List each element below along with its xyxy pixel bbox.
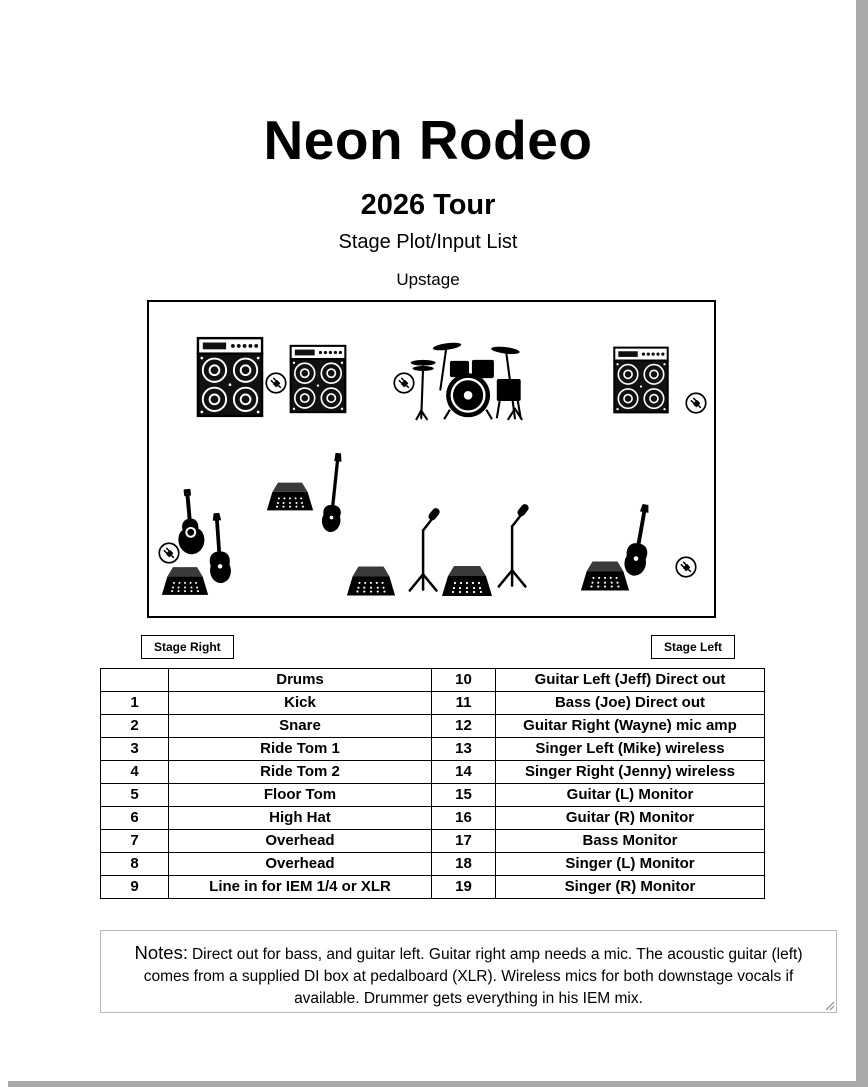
- table-row: [101, 738, 765, 761]
- amp-stack-icon: [289, 342, 347, 416]
- stage-right-label: Stage Right: [141, 635, 234, 659]
- channel-number: 18: [432, 853, 496, 876]
- channel-label: Kick: [169, 692, 432, 715]
- page-edge-right: [856, 0, 868, 1087]
- channel-number: 10: [432, 669, 496, 692]
- table-row: [101, 761, 765, 784]
- channel-number: 9: [101, 876, 169, 899]
- channel-number: 15: [432, 784, 496, 807]
- page-title: Neon Rodeo: [263, 109, 593, 171]
- channel-label: Line in for IEM 1/4 or XLR: [169, 876, 432, 899]
- channel-label: Drums: [169, 669, 432, 692]
- stage-diagram: [147, 300, 716, 618]
- channel-number: 6: [101, 807, 169, 830]
- resize-handle-icon[interactable]: [823, 999, 835, 1011]
- doc-type-heading: Stage Plot/Input List: [338, 231, 518, 253]
- monitor-wedge-icon: [160, 564, 210, 598]
- upstage-label: Upstage: [396, 270, 460, 289]
- mic-stand-icon: [493, 499, 535, 592]
- table-row: [101, 830, 765, 853]
- channel-number: 16: [432, 807, 496, 830]
- channel-number: 17: [432, 830, 496, 853]
- channel-number: 5: [101, 784, 169, 807]
- channel-label: Guitar (L) Monitor: [496, 784, 765, 807]
- amp-stack-icon: [612, 346, 670, 414]
- plug-icon: [685, 392, 707, 414]
- plug-icon: [158, 542, 180, 564]
- channel-number: 8: [101, 853, 169, 876]
- table-row: [101, 876, 765, 899]
- channel-number: 12: [432, 715, 496, 738]
- channel-label: Overhead: [169, 830, 432, 853]
- channel-number: 3: [101, 738, 169, 761]
- channel-label: Singer Left (Mike) wireless: [496, 738, 765, 761]
- drum-kit-icon: [407, 336, 533, 424]
- monitor-wedge-icon: [265, 480, 315, 513]
- table-row: [101, 715, 765, 738]
- channel-label: Singer (L) Monitor: [496, 853, 765, 876]
- stage-left-label: Stage Left: [651, 635, 735, 659]
- notes-box[interactable]: [100, 930, 837, 1013]
- input-list-table: [100, 668, 765, 899]
- channel-number: 13: [432, 738, 496, 761]
- bass-guitar-icon: [313, 450, 356, 537]
- table-row: [101, 692, 765, 715]
- electric-guitar-icon: [617, 501, 662, 582]
- channel-number: [101, 669, 169, 692]
- channel-label: Singer (R) Monitor: [496, 876, 765, 899]
- table-row: [101, 807, 765, 830]
- monitor-wedge-icon: [345, 564, 397, 598]
- tour-subtitle: 2026 Tour: [360, 189, 496, 221]
- channel-number: 7: [101, 830, 169, 853]
- channel-label: Floor Tom: [169, 784, 432, 807]
- page-edge-bottom: [8, 1081, 868, 1087]
- table-row: [101, 853, 765, 876]
- channel-label: Snare: [169, 715, 432, 738]
- channel-number: 11: [432, 692, 496, 715]
- channel-number: 19: [432, 876, 496, 899]
- channel-label: Guitar Right (Wayne) mic amp: [496, 715, 765, 738]
- channel-label: Ride Tom 2: [169, 761, 432, 784]
- plug-icon: [265, 372, 287, 394]
- channel-label: Singer Right (Jenny) wireless: [496, 761, 765, 784]
- channel-label: Bass Monitor: [496, 830, 765, 853]
- channel-label: Bass (Joe) Direct out: [496, 692, 765, 715]
- amp-stack-icon: [196, 336, 264, 418]
- channel-label: Overhead: [169, 853, 432, 876]
- notes-label: Notes:: [134, 942, 188, 963]
- channel-number: 14: [432, 761, 496, 784]
- table-row: [101, 784, 765, 807]
- channel-label: Guitar Left (Jeff) Direct out: [496, 669, 765, 692]
- notes-text: Direct out for bass, and guitar left. Guitar right amp needs a mic. The acoustic guitar (left) comes from a supplied DI box at pedalboard (XLR). Wireless mics for both downstage vocals if available. Drummer gets everything in his IEM mix.: [143, 946, 803, 1008]
- channel-number: 4: [101, 761, 169, 784]
- channel-label: Guitar (R) Monitor: [496, 807, 765, 830]
- channel-number: 2: [101, 715, 169, 738]
- channel-label: Ride Tom 1: [169, 738, 432, 761]
- plug-icon: [675, 556, 697, 578]
- monitor-wedge-icon: [439, 564, 495, 598]
- table-row: [101, 669, 765, 692]
- channel-number: 1: [101, 692, 169, 715]
- channel-label: High Hat: [169, 807, 432, 830]
